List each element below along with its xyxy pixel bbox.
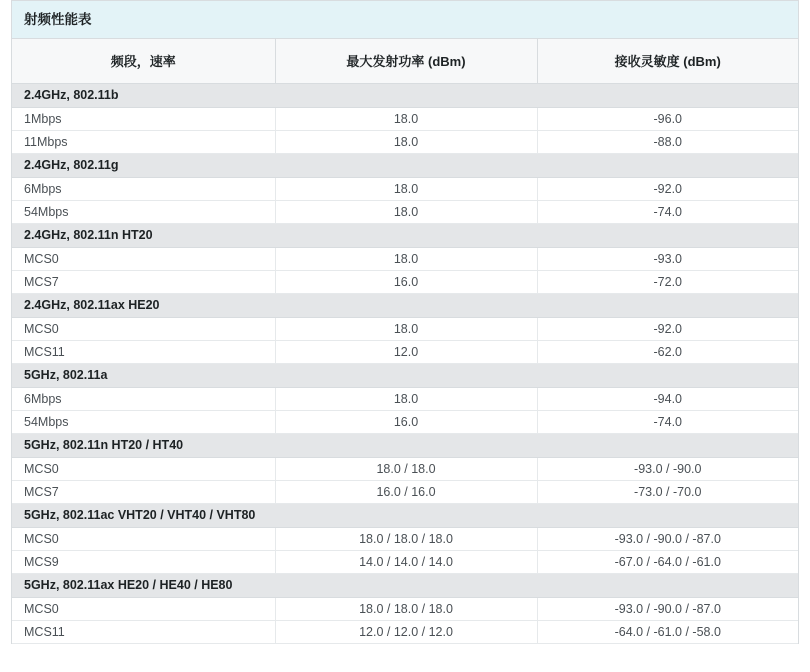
table-row bbox=[12, 620, 798, 643]
rx-sensitivity-value: -93.0 / -90.0 / -87.0 bbox=[537, 527, 798, 550]
table-row bbox=[12, 270, 798, 293]
table-group-row bbox=[12, 153, 798, 177]
table-row bbox=[12, 457, 798, 480]
rate-label: 11Mbps bbox=[12, 130, 275, 153]
max-tx-power-value: 16.0 / 16.0 bbox=[275, 480, 537, 503]
rate-label: 6Mbps bbox=[12, 177, 275, 200]
rf-performance-table bbox=[11, 0, 799, 644]
rate-label: 54Mbps bbox=[12, 410, 275, 433]
group-label: 5GHz, 802.11ac VHT20 / VHT40 / VHT80 bbox=[12, 503, 798, 527]
table-row bbox=[12, 317, 798, 340]
group-label: 2.4GHz, 802.11b bbox=[12, 83, 798, 107]
table-row bbox=[12, 387, 798, 410]
max-tx-power-value: 18.0 bbox=[275, 107, 537, 130]
table-group-row bbox=[12, 223, 798, 247]
group-label: 5GHz, 802.11ax HE20 / HE40 / HE80 bbox=[12, 573, 798, 597]
rx-sensitivity-value: -93.0 bbox=[537, 247, 798, 270]
table-row bbox=[12, 107, 798, 130]
rx-sensitivity-value: -73.0 / -70.0 bbox=[537, 480, 798, 503]
group-label: 2.4GHz, 802.11g bbox=[12, 153, 798, 177]
rf-table bbox=[12, 39, 798, 644]
table-row bbox=[12, 550, 798, 573]
group-label: 2.4GHz, 802.11n HT20 bbox=[12, 223, 798, 247]
table-group-row bbox=[12, 573, 798, 597]
max-tx-power-value: 18.0 / 18.0 bbox=[275, 457, 537, 480]
table-group-row bbox=[12, 433, 798, 457]
table-row bbox=[12, 130, 798, 153]
column-header-rx-sensitivity: 接收灵敏度 (dBm) bbox=[537, 39, 798, 83]
group-label: 2.4GHz, 802.11ax HE20 bbox=[12, 293, 798, 317]
rate-label: MCS7 bbox=[12, 480, 275, 503]
max-tx-power-value: 18.0 / 18.0 / 18.0 bbox=[275, 597, 537, 620]
group-label: 5GHz, 802.11n HT20 / HT40 bbox=[12, 433, 798, 457]
table-group-row bbox=[12, 503, 798, 527]
rx-sensitivity-value: -74.0 bbox=[537, 200, 798, 223]
max-tx-power-value: 18.0 bbox=[275, 130, 537, 153]
column-header-max-tx-power: 最大发射功率 (dBm) bbox=[275, 39, 537, 83]
rx-sensitivity-value: -94.0 bbox=[537, 387, 798, 410]
max-tx-power-value: 18.0 bbox=[275, 387, 537, 410]
table-group-row bbox=[12, 293, 798, 317]
table-row bbox=[12, 527, 798, 550]
rx-sensitivity-value: -64.0 / -61.0 / -58.0 bbox=[537, 620, 798, 643]
rx-sensitivity-value: -92.0 bbox=[537, 317, 798, 340]
rx-sensitivity-value: -93.0 / -90.0 / -87.0 bbox=[537, 597, 798, 620]
table-row bbox=[12, 177, 798, 200]
rate-label: MCS0 bbox=[12, 317, 275, 340]
table-row bbox=[12, 200, 798, 223]
rx-sensitivity-value: -93.0 / -90.0 bbox=[537, 457, 798, 480]
max-tx-power-value: 18.0 bbox=[275, 247, 537, 270]
max-tx-power-value: 12.0 bbox=[275, 340, 537, 363]
max-tx-power-value: 12.0 / 12.0 / 12.0 bbox=[275, 620, 537, 643]
table-row bbox=[12, 410, 798, 433]
max-tx-power-value: 18.0 bbox=[275, 317, 537, 340]
rate-label: MCS11 bbox=[12, 340, 275, 363]
column-header-band-rate: 频段，速率 bbox=[12, 39, 275, 83]
rate-label: 1Mbps bbox=[12, 107, 275, 130]
rx-sensitivity-value: -92.0 bbox=[537, 177, 798, 200]
rate-label: MCS0 bbox=[12, 457, 275, 480]
table-row bbox=[12, 340, 798, 363]
table-group-row bbox=[12, 83, 798, 107]
table-row bbox=[12, 247, 798, 270]
max-tx-power-value: 18.0 bbox=[275, 177, 537, 200]
group-label: 5GHz, 802.11a bbox=[12, 363, 798, 387]
table-row bbox=[12, 480, 798, 503]
max-tx-power-value: 16.0 bbox=[275, 410, 537, 433]
rate-label: MCS0 bbox=[12, 597, 275, 620]
table-header bbox=[12, 39, 798, 83]
rate-label: MCS0 bbox=[12, 527, 275, 550]
max-tx-power-value: 18.0 / 18.0 / 18.0 bbox=[275, 527, 537, 550]
rx-sensitivity-value: -74.0 bbox=[537, 410, 798, 433]
rx-sensitivity-value: -88.0 bbox=[537, 130, 798, 153]
max-tx-power-value: 14.0 / 14.0 / 14.0 bbox=[275, 550, 537, 573]
table-title: 射频性能表 bbox=[12, 1, 798, 39]
max-tx-power-value: 18.0 bbox=[275, 200, 537, 223]
rate-label: MCS11 bbox=[12, 620, 275, 643]
rx-sensitivity-value: -96.0 bbox=[537, 107, 798, 130]
table-row bbox=[12, 597, 798, 620]
rate-label: 54Mbps bbox=[12, 200, 275, 223]
rx-sensitivity-value: -72.0 bbox=[537, 270, 798, 293]
table-header-row bbox=[12, 39, 798, 83]
table-group-row bbox=[12, 363, 798, 387]
rx-sensitivity-value: -62.0 bbox=[537, 340, 798, 363]
table-body bbox=[12, 83, 798, 643]
rate-label: 6Mbps bbox=[12, 387, 275, 410]
rate-label: MCS9 bbox=[12, 550, 275, 573]
rate-label: MCS0 bbox=[12, 247, 275, 270]
rate-label: MCS7 bbox=[12, 270, 275, 293]
rx-sensitivity-value: -67.0 / -64.0 / -61.0 bbox=[537, 550, 798, 573]
max-tx-power-value: 16.0 bbox=[275, 270, 537, 293]
